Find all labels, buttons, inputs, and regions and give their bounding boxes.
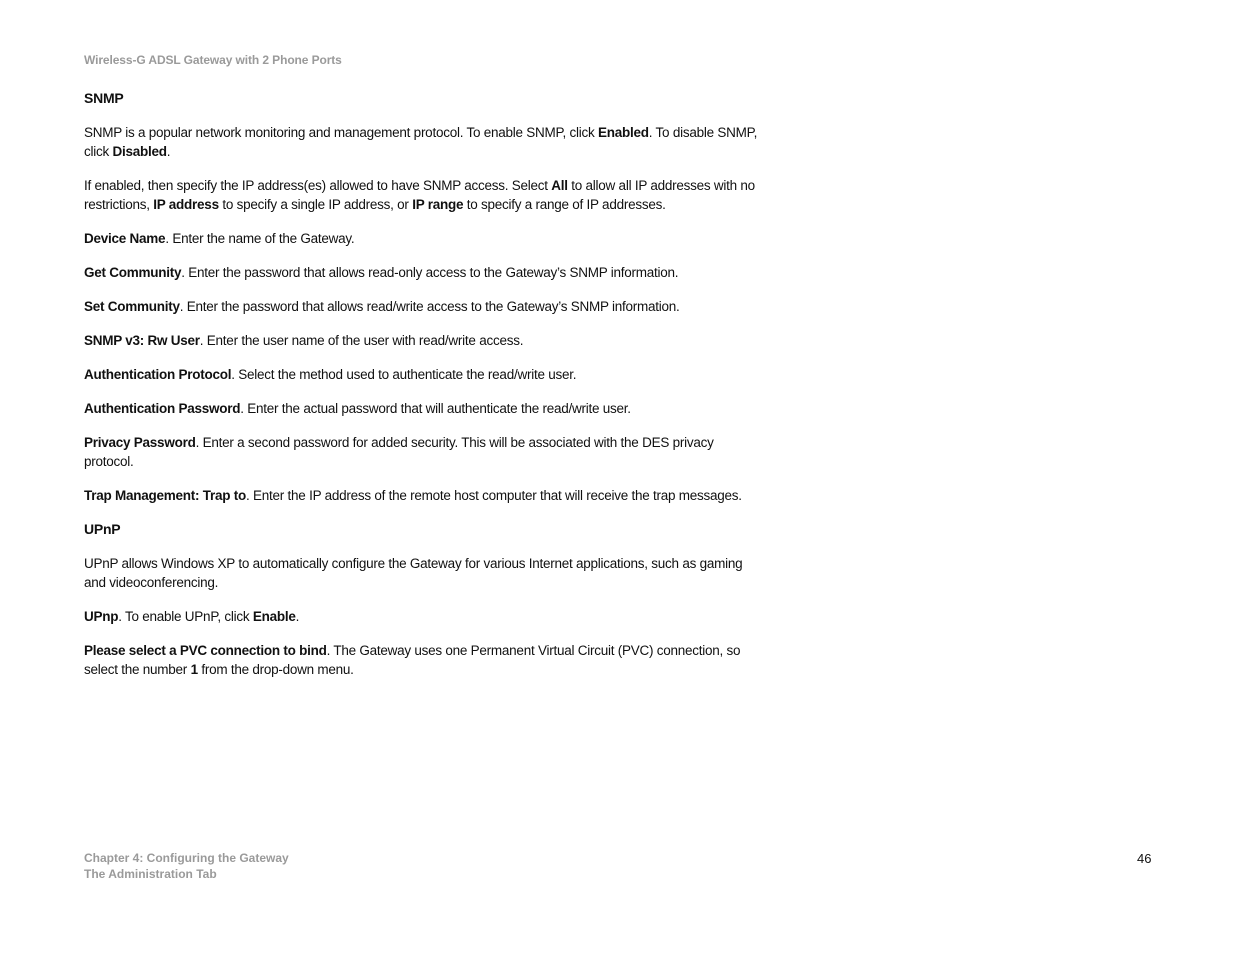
emphasized-term: IP address xyxy=(153,197,219,212)
page-number: 46 xyxy=(1137,851,1152,866)
get-community-paragraph: Get Community. Enter the password that allows read-only access to the Gateway’s SNMP information. xyxy=(84,265,679,280)
device-name-paragraph: Device Name. Enter the name of the Gateway. xyxy=(84,231,355,246)
emphasized-term: Authentication Password xyxy=(84,401,241,416)
snmp-intro-paragraph: SNMP is a popular network monitoring and management protocol. To enable SNMP, click Enabled. To disable SNMP, click Disabled. xyxy=(84,125,758,159)
emphasized-term: Privacy Password xyxy=(84,435,196,450)
pvc-connection-paragraph: Please select a PVC connection to bind. The Gateway uses one Permanent Virtual Circuit (PVC) connection, so select the number 1 from the drop-down menu. xyxy=(84,643,741,677)
emphasized-term: Disabled xyxy=(112,144,167,159)
emphasized-term: Authentication Protocol xyxy=(84,367,232,382)
rw-user-paragraph: SNMP v3: Rw User. Enter the user name of the user with read/write access. xyxy=(84,333,524,348)
emphasized-term: All xyxy=(551,178,568,193)
footer-section: The Administration Tab xyxy=(84,867,217,881)
running-header: Wireless-G ADSL Gateway with 2 Phone Ports xyxy=(84,53,342,67)
emphasized-term: Please select a PVC connection to bind xyxy=(84,643,327,658)
emphasized-term: Set Community xyxy=(84,299,180,314)
privacy-password-paragraph: Privacy Password. Enter a second password for added security. This will be associated with the DES privacy protocol. xyxy=(84,435,714,469)
upnp-intro-paragraph: UPnP allows Windows XP to automatically configure the Gateway for various Internet applications, such as gaming and videoconferencing. xyxy=(84,556,743,590)
emphasized-term: Get Community xyxy=(84,265,182,280)
auth-password-paragraph: Authentication Password. Enter the actual password that will authenticate the read/write user. xyxy=(84,401,631,416)
emphasized-term: Trap Management: Trap to xyxy=(84,488,247,503)
upnp-heading: UPnP xyxy=(84,521,121,537)
auth-protocol-paragraph: Authentication Protocol. Select the method used to authenticate the read/write user. xyxy=(84,367,577,382)
upnp-enable-paragraph: UPnp. To enable UPnP, click Enable. xyxy=(84,609,300,624)
snmp-access-paragraph: If enabled, then specify the IP address(es) allowed to have SNMP access. Select All to allow all IP addresses with no restrictions, IP address to specify a single IP address, or IP range to specify a range of IP addresses. xyxy=(84,178,755,212)
emphasized-term: Device Name xyxy=(84,231,166,246)
emphasized-term: SNMP v3: Rw User xyxy=(84,333,200,348)
footer-chapter: Chapter 4: Configuring the Gateway xyxy=(84,851,289,865)
emphasized-term: Enable xyxy=(252,609,296,624)
emphasized-term: UPnp xyxy=(84,609,119,624)
emphasized-term: Enabled xyxy=(598,125,649,140)
snmp-heading: SNMP xyxy=(84,90,124,106)
emphasized-term: IP range xyxy=(412,197,464,212)
emphasized-term: 1 xyxy=(190,662,198,677)
page-content xyxy=(84,89,764,694)
footer-chapter-info xyxy=(84,850,289,882)
set-community-paragraph: Set Community. Enter the password that allows read/write access to the Gateway’s SNMP information. xyxy=(84,299,680,314)
trap-management-paragraph: Trap Management: Trap to. Enter the IP address of the remote host computer that will receive the trap messages. xyxy=(84,488,742,503)
